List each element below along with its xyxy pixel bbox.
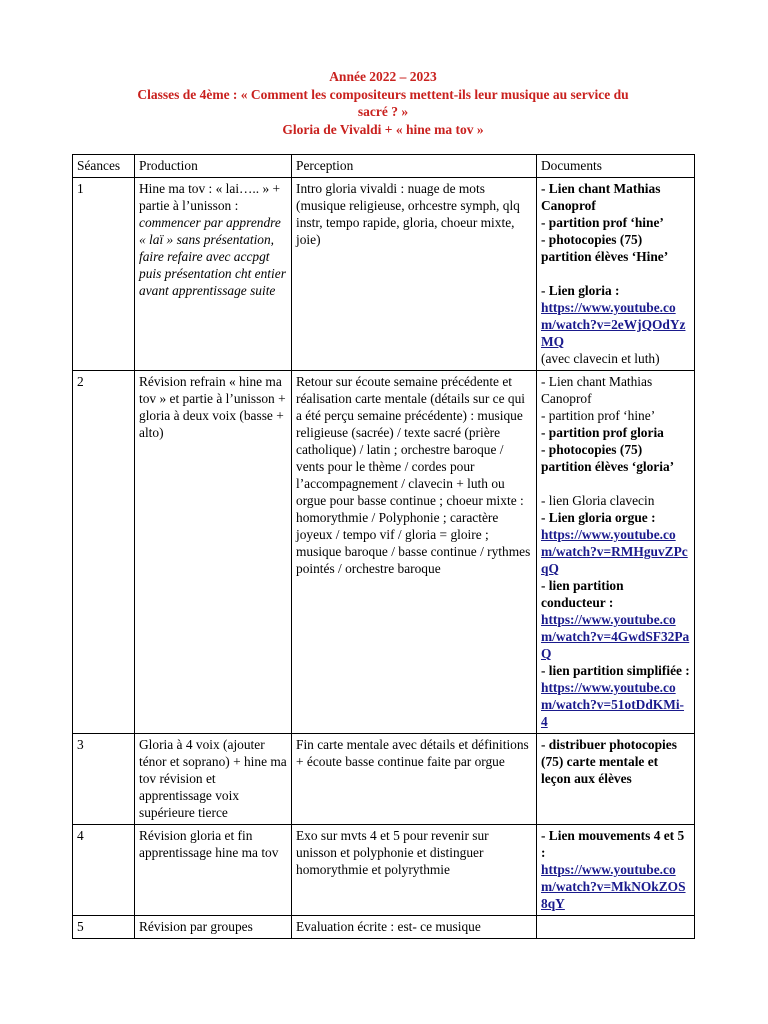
production-text: Hine ma tov : « lai….. » + partie à l’unisson : [139, 181, 281, 213]
table-row [73, 178, 695, 371]
youtube-link[interactable]: https://www.youtube.com/watch?v=MkNOkZOS8qY [541, 862, 686, 911]
theme-title-line1: Classes de 4ème : « Comment les compositeurs mettent-ils leur musique au service du [137, 86, 629, 102]
documents-cell [537, 178, 695, 371]
doc-item: - Lien gloria : [541, 283, 620, 298]
perception-cell: Exo sur mvts 4 et 5 pour revenir sur unisson et polyphonie et distinguer homorythmie et polyrythmie [292, 825, 537, 916]
doc-item: - Lien chant Mathias Canoprof [541, 374, 653, 406]
theme-title-line2: sacré ? » [357, 104, 409, 119]
documents-cell [537, 371, 695, 734]
documents-cell [537, 825, 695, 916]
spacer [541, 265, 690, 282]
document-header [70, 68, 696, 138]
table-row [73, 825, 695, 916]
doc-item: - Lien mouvements 4 et 5 : [541, 828, 685, 860]
doc-item: - Lien gloria orgue : [541, 510, 656, 525]
seance-number: 2 [73, 371, 135, 734]
doc-item: - photocopies (75) partition élèves ‘Hine’ [541, 232, 669, 264]
youtube-link[interactable]: https://www.youtube.com/watch?v=RMHguvZPcqQ [541, 527, 688, 576]
doc-item: (avec clavecin et luth) [541, 351, 660, 366]
spacer [541, 475, 690, 492]
perception-cell: Fin carte mentale avec détails et définitions + écoute basse continue faite par orgue [292, 734, 537, 825]
production-cell [135, 178, 292, 371]
seance-number: 1 [73, 178, 135, 371]
doc-item: - lien partition conducteur : [541, 578, 624, 610]
table-row [73, 916, 695, 939]
table-header-row [73, 155, 695, 178]
production-cell: Gloria à 4 voix (ajouter ténor et soprano) + hine ma tov révision et apprentissage voix supérieure tierce [135, 734, 292, 825]
production-cell: Révision par groupes [135, 916, 292, 939]
doc-item: - partition prof ‘hine’ [541, 215, 664, 230]
doc-item: - lien Gloria clavecin [541, 493, 655, 508]
header-perception: Perception [292, 155, 537, 178]
doc-item: - distribuer photocopies (75) carte mentale et leçon aux élèves [541, 737, 677, 786]
documents-cell [537, 916, 695, 939]
production-cell: Révision gloria et fin apprentissage hine ma tov [135, 825, 292, 916]
doc-item: - Lien chant Mathias Canoprof [541, 181, 661, 213]
table-row [73, 734, 695, 825]
seance-number: 5 [73, 916, 135, 939]
perception-cell: Evaluation écrite : est- ce musique [292, 916, 537, 939]
header-documents: Documents [537, 155, 695, 178]
works-title: Gloria de Vivaldi + « hine ma tov » [282, 121, 484, 137]
doc-item: - lien partition simplifiée : [541, 663, 690, 678]
youtube-link[interactable]: https://www.youtube.com/watch?v=2eWjQOdYzMQ [541, 300, 686, 349]
youtube-link[interactable]: https://www.youtube.com/watch?v=4GwdSF32PaQ [541, 612, 690, 661]
header-production: Production [135, 155, 292, 178]
youtube-link[interactable]: https://www.youtube.com/watch?v=51otDdKMi-4 [541, 680, 685, 729]
documents-cell [537, 734, 695, 825]
seance-number: 4 [73, 825, 135, 916]
header-seances: Séances [73, 155, 135, 178]
perception-cell: Retour sur écoute semaine précédente et réalisation carte mentale (détails sur ce qui a été perçu semaine précédente) : musique religieuse (sacrée) / texte sacré (prière catholique) / latin ; orchestre baroque / vents pour le thème / cordes pour l’accompagnement / clavecin + luth ou orgue pour basse continue ; choeur mixte : homorythmie / Polyphonie ; caractère joyeux / tempo vif / gloria = gloire ; musique baroque / basse continue / rythmes pointés / orchestre baroque [292, 371, 537, 734]
seance-number: 3 [73, 734, 135, 825]
doc-item: - partition prof gloria [541, 425, 664, 440]
perception-cell: Intro gloria vivaldi : nuage de mots (musique religieuse, orhcestre symph, qlq instr, tempo rapide, gloria, choeur mixte, joie) [292, 178, 537, 371]
table-row [73, 371, 695, 734]
doc-item: - partition prof ‘hine’ [541, 408, 656, 423]
doc-item: - photocopies (75) partition élèves ‘gloria’ [541, 442, 675, 474]
production-note: commencer par apprendre « laï » sans présentation, faire refaire avec accpgt puis présentation cht entier avant apprentissage suite [139, 215, 286, 298]
production-cell: Révision refrain « hine ma tov » et partie à l’unisson + gloria à deux voix (basse + alto) [135, 371, 292, 734]
school-year: Année 2022 – 2023 [329, 69, 437, 84]
lesson-plan-table [72, 154, 695, 939]
